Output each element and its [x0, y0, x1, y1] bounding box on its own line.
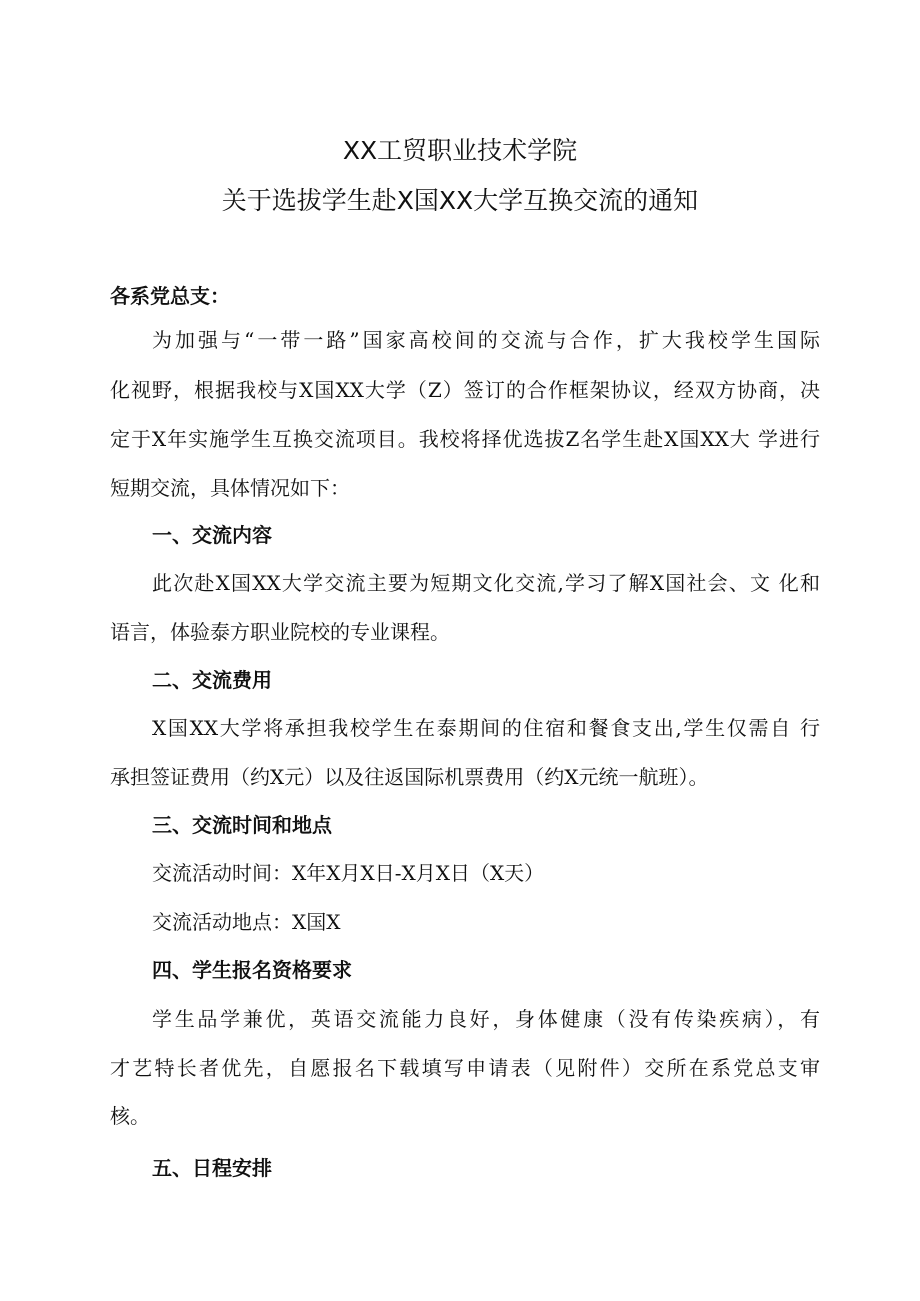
section-heading-time-place: 三、交流时间和地点 [152, 813, 332, 837]
section-heading-schedule: 五、日程安排 [152, 1156, 272, 1180]
intro-line-3: 定于X年实施学生互换交流项目。我校将择优选拔Z名学生赴X国XX大 学进行 [110, 427, 820, 451]
section-eligibility-line-3: 核。 [110, 1104, 150, 1128]
document-title-school: XX工贸职业技术学院 [342, 136, 578, 165]
section-content-line-1: 此次赴X国XX大学交流主要为短期文化交流,学习了解X国社会、文 化和 [152, 571, 820, 595]
intro-line-2: 化视野，根据我校与X国XX大学（Z）签订的合作框架协议，经双方协商，决 [110, 378, 820, 402]
section-cost-line-2: 承担签证费用（约X元）以及往返国际机票费用（约X元统一航班）。 [110, 765, 709, 789]
section-content-line-2: 语言，体验泰方职业院校的专业课程。 [110, 620, 450, 644]
section-eligibility-line-1: 学生品学兼优，英语交流能力良好，身体健康（没有传染疾病），有 [152, 1007, 820, 1031]
salutation: 各系党总支： [110, 284, 230, 308]
section-heading-cost: 二、交流费用 [152, 668, 272, 692]
intro-line-4: 短期交流，具体情况如下： [110, 476, 350, 500]
section-cost-line-1: X国XX大学将承担我校学生在泰期间的住宿和餐食支出,学生仅需自 行 [152, 716, 820, 740]
section-eligibility-line-2: 才艺特长者优先，自愿报名下载填写申请表（见附件）交所在系党总支审 [110, 1056, 820, 1080]
intro-line-1: 为加强与“一带一路”国家高校间的交流与合作，扩大我校学生国际 [152, 328, 820, 352]
document-title-notice: 关于选拔学生赴X国XX大学互换交流的通知 [221, 186, 699, 215]
section-heading-content: 一、交流内容 [152, 523, 272, 547]
section-heading-eligibility: 四、学生报名资格要求 [152, 958, 352, 982]
section-time-line: 交流活动时间：X年X月X日-X月X日（X天） [152, 861, 545, 885]
section-place-line: 交流活动地点：X国X [152, 910, 341, 934]
